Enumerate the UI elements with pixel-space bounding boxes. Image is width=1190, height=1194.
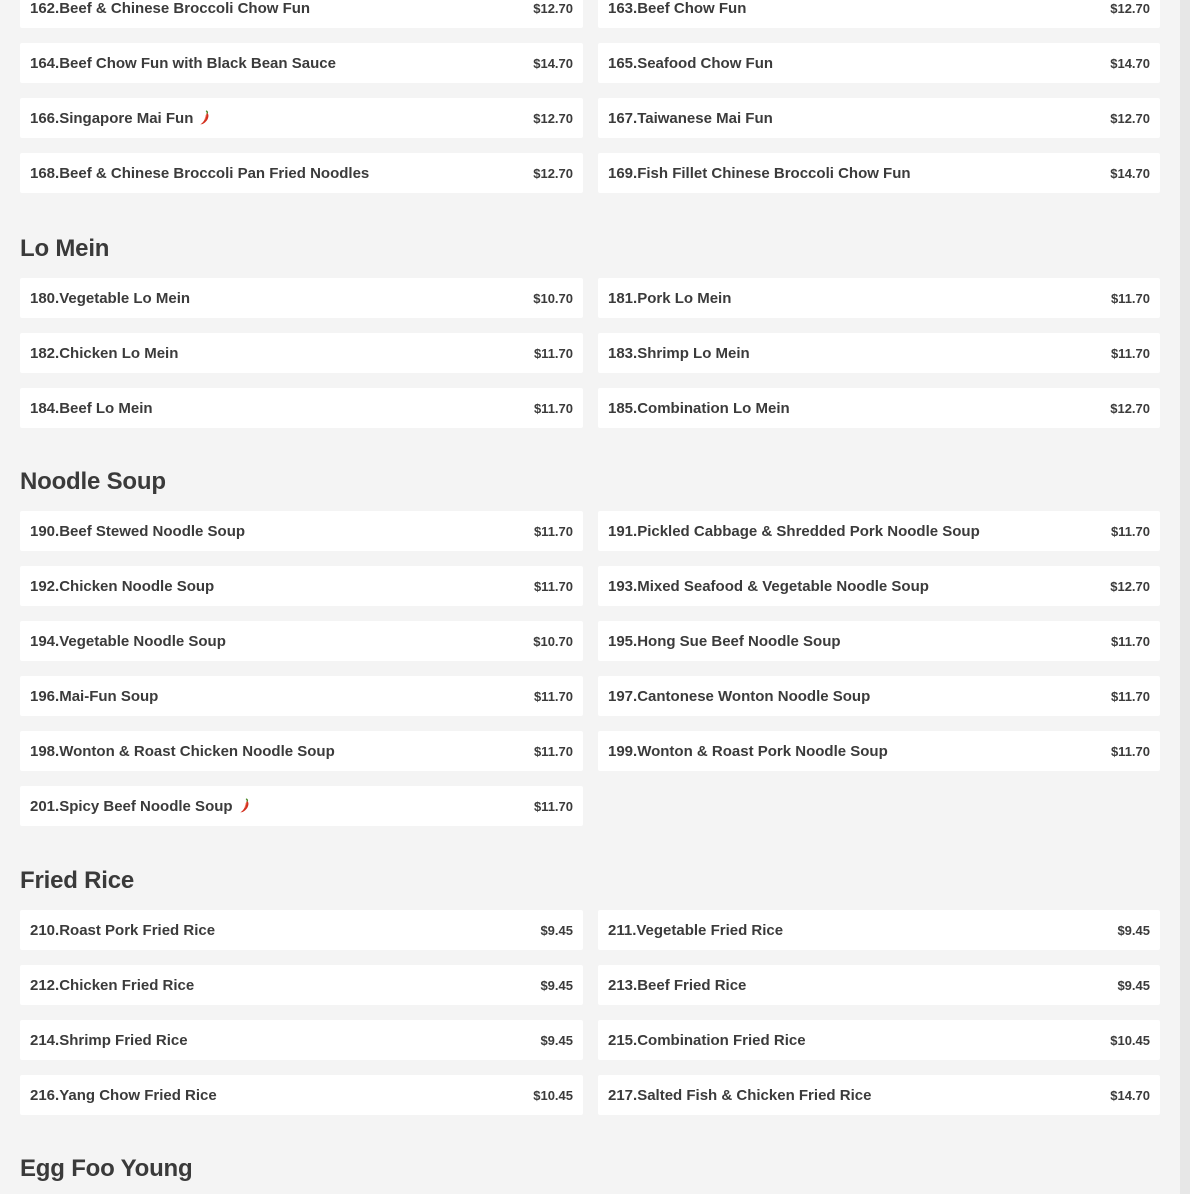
item-name-text: 201.Spicy Beef Noodle Soup bbox=[30, 797, 233, 815]
menu-item[interactable] bbox=[20, 566, 583, 606]
item-name-text: 217.Salted Fish & Chicken Fried Rice bbox=[608, 1086, 872, 1104]
item-name-text: 191.Pickled Cabbage & Shredded Pork Noodle Soup bbox=[608, 522, 980, 540]
item-price: $14.70 bbox=[533, 55, 573, 71]
item-name bbox=[30, 578, 214, 595]
item-name-text: 168.Beef & Chinese Broccoli Pan Fried Noodles bbox=[30, 164, 370, 182]
item-name-text: 214.Shrimp Fried Rice bbox=[30, 1031, 188, 1049]
item-name bbox=[30, 743, 335, 760]
chili-pepper-icon bbox=[199, 110, 211, 126]
menu-section bbox=[20, 867, 1160, 1104]
item-price: $11.70 bbox=[533, 400, 573, 416]
item-price: $10.70 bbox=[533, 633, 573, 649]
item-name-text: 210.Roast Pork Fried Rice bbox=[30, 921, 216, 939]
item-name-text: 196.Mai-Fun Soup bbox=[30, 687, 159, 705]
item-name bbox=[608, 290, 731, 307]
menu-item[interactable] bbox=[20, 1020, 583, 1060]
item-name-text: 195.Hong Sue Beef Noodle Soup bbox=[608, 632, 841, 650]
menu-item[interactable] bbox=[598, 676, 1160, 716]
section-title: Lo Mein bbox=[20, 235, 110, 262]
scrollbar[interactable] bbox=[1180, 0, 1190, 1194]
item-name bbox=[30, 922, 215, 939]
item-price: $11.70 bbox=[1110, 523, 1150, 539]
item-name-text: 190.Beef Stewed Noodle Soup bbox=[30, 522, 246, 540]
item-price: $9.45 bbox=[1117, 922, 1150, 938]
item-name bbox=[608, 688, 870, 705]
item-price: $10.45 bbox=[533, 1087, 573, 1103]
menu-items-grid bbox=[20, 910, 1160, 1115]
item-name-text: 192.Chicken Noodle Soup bbox=[30, 577, 215, 595]
menu-item[interactable] bbox=[598, 731, 1160, 771]
section-title: Noodle Soup bbox=[20, 468, 166, 495]
menu-item[interactable] bbox=[598, 388, 1160, 428]
section-title: Fried Rice bbox=[20, 867, 135, 894]
item-name-text: 163.Beef Chow Fun bbox=[608, 0, 747, 17]
menu-item[interactable] bbox=[20, 98, 583, 138]
item-price: $14.70 bbox=[1110, 1087, 1150, 1103]
menu-items-grid bbox=[20, 0, 1160, 193]
menu-item[interactable] bbox=[20, 621, 583, 661]
item-price: $10.70 bbox=[533, 290, 573, 306]
item-name bbox=[608, 578, 929, 595]
item-name bbox=[30, 1087, 217, 1104]
menu-item[interactable] bbox=[598, 0, 1160, 28]
item-price: $9.45 bbox=[1117, 977, 1150, 993]
menu-item[interactable] bbox=[20, 910, 583, 950]
item-name-text: 199.Wonton & Roast Pork Noodle Soup bbox=[608, 742, 888, 760]
item-name-text: 198.Wonton & Roast Chicken Noodle Soup bbox=[30, 742, 335, 760]
item-price: $11.70 bbox=[1110, 633, 1150, 649]
menu-section bbox=[20, 1155, 1160, 1183]
item-name-text: 183.Shrimp Lo Mein bbox=[608, 344, 750, 362]
item-name-text: 164.Beef Chow Fun with Black Bean Sauce bbox=[30, 54, 336, 72]
menu-item[interactable] bbox=[598, 98, 1160, 138]
menu-item[interactable] bbox=[20, 153, 583, 193]
item-name bbox=[608, 743, 888, 760]
item-name-text: 180.Vegetable Lo Mein bbox=[30, 289, 191, 307]
item-price: $11.70 bbox=[1110, 345, 1150, 361]
menu-items-grid bbox=[20, 278, 1160, 428]
item-name-text: 193.Mixed Seafood & Vegetable Noodle Soup bbox=[608, 577, 929, 595]
menu-item[interactable] bbox=[598, 965, 1160, 1005]
item-name-text: 197.Cantonese Wonton Noodle Soup bbox=[608, 687, 871, 705]
item-price: $12.70 bbox=[1110, 578, 1150, 594]
menu-items-grid bbox=[20, 511, 1160, 826]
menu-item[interactable] bbox=[598, 511, 1160, 551]
item-name-text: 169.Fish Fillet Chinese Broccoli Chow Fun bbox=[608, 164, 911, 182]
item-price: $12.70 bbox=[1110, 110, 1150, 126]
item-name bbox=[30, 55, 336, 72]
menu-item[interactable] bbox=[20, 786, 583, 826]
item-price: $11.70 bbox=[533, 743, 573, 759]
menu-item[interactable] bbox=[20, 333, 583, 373]
section-title: Egg Foo Young bbox=[20, 1155, 193, 1182]
item-price: $11.70 bbox=[1110, 688, 1150, 704]
item-name bbox=[608, 55, 773, 72]
item-price: $10.45 bbox=[1110, 1032, 1150, 1048]
item-name-text: 167.Taiwanese Mai Fun bbox=[608, 109, 773, 127]
item-name bbox=[608, 345, 750, 362]
item-name-text: 181.Pork Lo Mein bbox=[608, 289, 732, 307]
menu-item[interactable] bbox=[598, 566, 1160, 606]
item-name-text: 166.Singapore Mai Fun bbox=[30, 109, 194, 127]
item-price: $12.70 bbox=[533, 0, 573, 16]
item-price: $12.70 bbox=[533, 165, 573, 181]
item-name-text: 213.Beef Fried Rice bbox=[608, 976, 747, 994]
item-name bbox=[30, 633, 226, 650]
chili-pepper-icon bbox=[239, 798, 251, 814]
menu-item[interactable] bbox=[20, 511, 583, 551]
menu-item[interactable] bbox=[598, 43, 1160, 83]
item-name bbox=[30, 110, 211, 127]
menu-item[interactable] bbox=[598, 1075, 1160, 1115]
item-name bbox=[30, 1032, 188, 1049]
item-name bbox=[608, 110, 773, 127]
item-name bbox=[608, 523, 980, 540]
item-name bbox=[608, 0, 746, 17]
menu-section bbox=[20, 468, 1160, 815]
item-name-text: 216.Yang Chow Fried Rice bbox=[30, 1086, 217, 1104]
item-name-text: 182.Chicken Lo Mein bbox=[30, 344, 179, 362]
item-name bbox=[608, 1032, 806, 1049]
item-name-text: 212.Chicken Fried Rice bbox=[30, 976, 195, 994]
menu-item[interactable] bbox=[20, 43, 583, 83]
item-name bbox=[608, 1087, 871, 1104]
item-price: $14.70 bbox=[1110, 165, 1150, 181]
item-name bbox=[30, 523, 245, 540]
item-name-text: 162.Beef & Chinese Broccoli Chow Fun bbox=[30, 0, 311, 17]
item-price: $12.70 bbox=[1110, 0, 1150, 16]
menu-item[interactable] bbox=[598, 333, 1160, 373]
item-name-text: 215.Combination Fried Rice bbox=[608, 1031, 806, 1049]
item-name bbox=[30, 0, 310, 17]
menu-item[interactable] bbox=[598, 621, 1160, 661]
menu-item[interactable] bbox=[20, 388, 583, 428]
item-name bbox=[30, 977, 194, 994]
item-price: $12.70 bbox=[533, 110, 573, 126]
menu-item[interactable] bbox=[20, 676, 583, 716]
item-price: $9.45 bbox=[540, 922, 573, 938]
item-price: $14.70 bbox=[1110, 55, 1150, 71]
item-name bbox=[30, 165, 369, 182]
item-name bbox=[608, 922, 783, 939]
item-name bbox=[30, 798, 251, 815]
item-name bbox=[30, 688, 158, 705]
item-name-text: 211.Vegetable Fried Rice bbox=[608, 921, 784, 939]
item-price: $12.70 bbox=[1110, 400, 1150, 416]
item-name bbox=[30, 400, 153, 417]
item-name-text: 185.Combination Lo Mein bbox=[608, 399, 790, 417]
item-name bbox=[608, 400, 790, 417]
item-name bbox=[608, 633, 841, 650]
menu-item[interactable] bbox=[20, 1075, 583, 1115]
menu-item[interactable] bbox=[20, 0, 583, 28]
menu-item[interactable] bbox=[598, 910, 1160, 950]
menu-item[interactable] bbox=[598, 153, 1160, 193]
item-price: $9.45 bbox=[540, 977, 573, 993]
item-name-text: 184.Beef Lo Mein bbox=[30, 399, 153, 417]
item-name-text: 165.Seafood Chow Fun bbox=[608, 54, 774, 72]
item-name bbox=[30, 290, 190, 307]
menu-item[interactable] bbox=[20, 965, 583, 1005]
item-price: $11.70 bbox=[533, 798, 573, 814]
item-price: $11.70 bbox=[533, 688, 573, 704]
menu-section bbox=[20, 235, 1160, 417]
menu-item[interactable] bbox=[598, 278, 1160, 318]
item-price: $11.70 bbox=[533, 345, 573, 361]
item-name-text: 194.Vegetable Noodle Soup bbox=[30, 632, 226, 650]
menu-item[interactable] bbox=[598, 1020, 1160, 1060]
item-name bbox=[30, 345, 178, 362]
item-price: $11.70 bbox=[1110, 290, 1150, 306]
menu-item[interactable] bbox=[20, 278, 583, 318]
item-price: $9.45 bbox=[540, 1032, 573, 1048]
item-name bbox=[608, 977, 746, 994]
item-name bbox=[608, 165, 911, 182]
item-price: $11.70 bbox=[533, 578, 573, 594]
item-price: $11.70 bbox=[1110, 743, 1150, 759]
item-price: $11.70 bbox=[533, 523, 573, 539]
menu-item[interactable] bbox=[20, 731, 583, 771]
